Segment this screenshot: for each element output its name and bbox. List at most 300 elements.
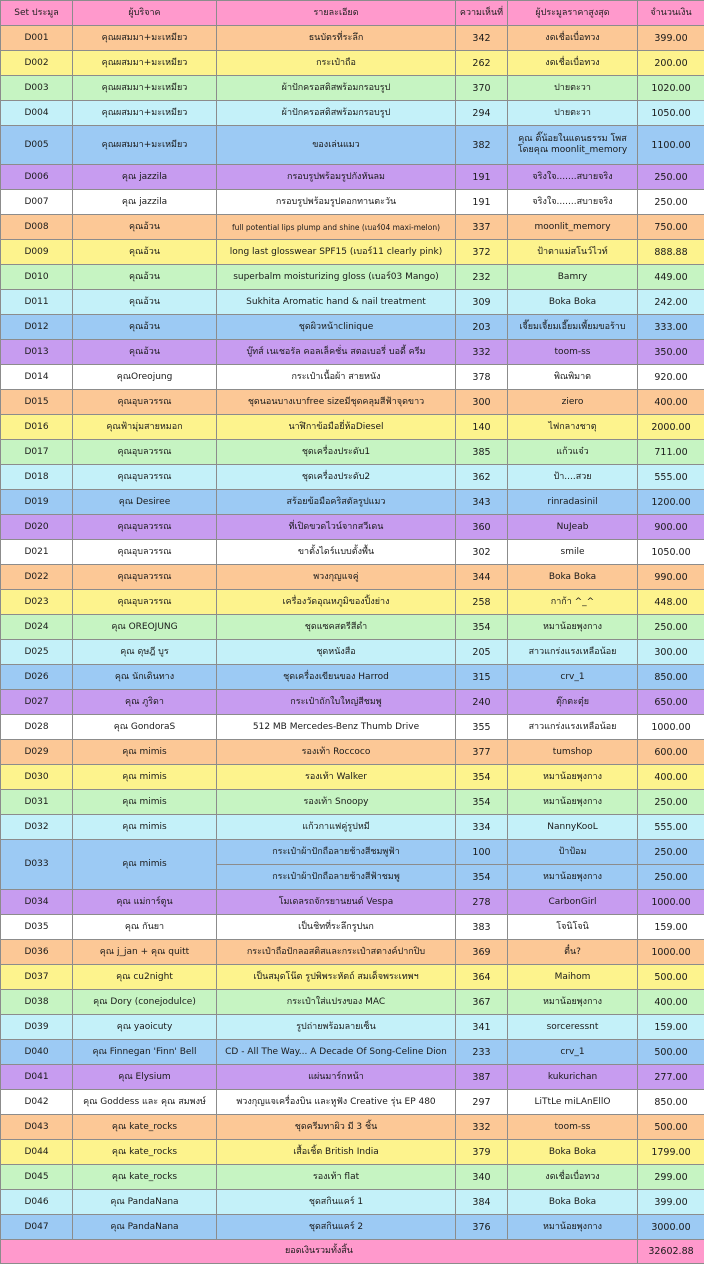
- detail: โมเดลรถจักรยานยนต์ Vespa: [217, 890, 456, 915]
- top-bidder: moonlit_memory: [508, 215, 638, 240]
- table-row: [1, 215, 704, 240]
- set-id: D034: [1, 890, 73, 915]
- comment-no: 342: [456, 26, 508, 51]
- set-id: D038: [1, 990, 73, 1015]
- table-row: [1, 765, 704, 790]
- amount: 299.00: [638, 1165, 704, 1190]
- comment-no: 278: [456, 890, 508, 915]
- top-bidder: จริงใจ.......สบายจริง: [508, 190, 638, 215]
- donor: คุณ kate_rocks: [73, 1115, 217, 1140]
- detail: ที่เปิดขวดไวน์จากสวีเดน: [217, 515, 456, 540]
- top-bidder: โจนิโจนิ: [508, 915, 638, 940]
- amount: 1000.00: [638, 890, 704, 915]
- table-row: [1, 126, 704, 165]
- comment-no: 376: [456, 1215, 508, 1240]
- table-row: [1, 415, 704, 440]
- top-bidder: งดเชื่อเบื่อทวง: [508, 51, 638, 76]
- set-id: D011: [1, 290, 73, 315]
- donor: คุณ jazzila: [73, 190, 217, 215]
- set-id: D015: [1, 390, 73, 415]
- top-bidder: ตุ๊กตะตุ๋ย: [508, 690, 638, 715]
- donor: คุณอ้วน: [73, 215, 217, 240]
- total-label: ยอดเงินรวมทั้งสิ้น: [1, 1240, 638, 1264]
- amount: 159.00: [638, 915, 704, 940]
- amount: 600.00: [638, 740, 704, 765]
- table-row: [1, 390, 704, 415]
- top-bidder: งดเชื่อเบื่อทวง: [508, 26, 638, 51]
- comment-no: 382: [456, 126, 508, 165]
- donor: คุณอุบลวรรณ: [73, 465, 217, 490]
- donor: คุณ j_jan + คุณ quitt: [73, 940, 217, 965]
- amount: 555.00: [638, 815, 704, 840]
- table-row: [1, 365, 704, 390]
- donor: คุณ kate_rocks: [73, 1140, 217, 1165]
- set-id: D018: [1, 465, 73, 490]
- comment-no: 383: [456, 915, 508, 940]
- detail: เป็นสมุดโน๊ต รูปพิพระหัตถ์ สมเด็จพระเทพฯ: [217, 965, 456, 990]
- top-bidder: แก้วแจ๋ว: [508, 440, 638, 465]
- set-id: D031: [1, 790, 73, 815]
- table-row: [1, 740, 704, 765]
- amount: 711.00: [638, 440, 704, 465]
- donor: คุณ mimis: [73, 765, 217, 790]
- set-id: D004: [1, 101, 73, 126]
- amount: 2000.00: [638, 415, 704, 440]
- donor: คุณ Finnegan 'Finn' Bell: [73, 1040, 217, 1065]
- top-bidder: คุณ ติ๊น้อยในแดนธรรม โพส โดยคุณ moonlit_memory: [508, 126, 638, 165]
- table-row: [1, 590, 704, 615]
- comment-no: 334: [456, 815, 508, 840]
- top-bidder: เจี๊ยมเจี้ยมเอี๊ยมเพี้ยมขอร้าบ: [508, 315, 638, 340]
- comment-no: 297: [456, 1090, 508, 1115]
- top-bidder: CarbonGirl: [508, 890, 638, 915]
- comment-no: 258: [456, 590, 508, 615]
- set-id: D022: [1, 565, 73, 590]
- set-id: D040: [1, 1040, 73, 1065]
- detail: เสื้อเชิ้ต British India: [217, 1140, 456, 1165]
- table-row: [1, 515, 704, 540]
- detail: รองเท้า Walker: [217, 765, 456, 790]
- comment-no: 341: [456, 1015, 508, 1040]
- table-row: [1, 990, 704, 1015]
- amount: 200.00: [638, 51, 704, 76]
- donor: คุณ นักเดินทาง: [73, 665, 217, 690]
- top-bidder: หมาน้อยพุงกาง: [508, 1215, 638, 1240]
- comment-no: 340: [456, 1165, 508, 1190]
- amount: 555.00: [638, 465, 704, 490]
- table-row: [1, 965, 704, 990]
- top-bidder: หมาน้อยพุงกาง: [508, 990, 638, 1015]
- set-id: D016: [1, 415, 73, 440]
- comment-no: 370: [456, 76, 508, 101]
- donor: คุณ mimis: [73, 815, 217, 840]
- comment-no: 384: [456, 1190, 508, 1215]
- top-bidder: Boka Boka: [508, 1140, 638, 1165]
- amount: 1050.00: [638, 101, 704, 126]
- amount: 399.00: [638, 26, 704, 51]
- donor: คุณ GondoraS: [73, 715, 217, 740]
- amount: 300.00: [638, 640, 704, 665]
- amount: 250.00: [638, 865, 704, 890]
- comment-no: 332: [456, 1115, 508, 1140]
- detail: กระเป๋าผ้าปักถือลายช้างสีฟ้าชมพู: [217, 865, 456, 890]
- detail: พวงกุญแจเครื่องบิน และหูฟัง Creative รุ่น EP 480: [217, 1090, 456, 1115]
- top-bidder: ไฟกลางชาตุ: [508, 415, 638, 440]
- detail: นาฬิกาข้อมือยี่ห้อDiesel: [217, 415, 456, 440]
- donor: คุณอุบลวรรณ: [73, 590, 217, 615]
- detail: กระเป๋าถือ: [217, 51, 456, 76]
- detail: ธนบัตรที่ระลึก: [217, 26, 456, 51]
- table-row: [1, 715, 704, 740]
- comment-no: 233: [456, 1040, 508, 1065]
- table-row: [1, 1165, 704, 1190]
- table-row: [1, 76, 704, 101]
- set-id: D039: [1, 1015, 73, 1040]
- top-bidder: Boka Boka: [508, 290, 638, 315]
- set-id: D006: [1, 165, 73, 190]
- table-row: [1, 940, 704, 965]
- detail: ขาตั้งไดร์แบบตั้งพื้น: [217, 540, 456, 565]
- amount: 920.00: [638, 365, 704, 390]
- detail: ชุดสกินแคร์ 2: [217, 1215, 456, 1240]
- top-bidder: tumshop: [508, 740, 638, 765]
- amount: 449.00: [638, 265, 704, 290]
- comment-no: 240: [456, 690, 508, 715]
- donor: คุณอ้วน: [73, 265, 217, 290]
- set-id: D003: [1, 76, 73, 101]
- comment-no: 205: [456, 640, 508, 665]
- donor: คุณ ภูริดา: [73, 690, 217, 715]
- top-bidder: จริงใจ.......สบายจริง: [508, 165, 638, 190]
- detail: Sukhita Aromatic hand & nail treatment: [217, 290, 456, 315]
- donor: คุณผสมมา+มะเหมียว: [73, 126, 217, 165]
- header-bidder: ผู้ประมูลราคาสูงสุด: [508, 1, 638, 26]
- comment-no: 354: [456, 865, 508, 890]
- set-id: D035: [1, 915, 73, 940]
- set-id: D002: [1, 51, 73, 76]
- detail: รองเท้า flat: [217, 1165, 456, 1190]
- table-row: [1, 240, 704, 265]
- amount: 650.00: [638, 690, 704, 715]
- donor: คุณ ดุษฎี บูร: [73, 640, 217, 665]
- comment-no: 354: [456, 790, 508, 815]
- detail: ชุดหนังสือ: [217, 640, 456, 665]
- set-id: D013: [1, 340, 73, 365]
- amount: 159.00: [638, 1015, 704, 1040]
- set-id: D037: [1, 965, 73, 990]
- detail: superbalm moisturizing gloss (เบอร์03 Mango): [217, 265, 456, 290]
- donor: คุณ jazzila: [73, 165, 217, 190]
- top-bidder: หมาน้อยพุงกาง: [508, 865, 638, 890]
- comment-no: 140: [456, 415, 508, 440]
- top-bidder: ปายตะวา: [508, 76, 638, 101]
- detail: กระเป๋าถือปักลอสติสและกระเป๋าสตางค์ปากปิบ: [217, 940, 456, 965]
- comment-no: 343: [456, 490, 508, 515]
- set-id: D043: [1, 1115, 73, 1140]
- amount: 500.00: [638, 1040, 704, 1065]
- amount: 333.00: [638, 315, 704, 340]
- amount: 1050.00: [638, 540, 704, 565]
- comment-no: 355: [456, 715, 508, 740]
- donor: คุณ mimis: [73, 790, 217, 815]
- comment-no: 300: [456, 390, 508, 415]
- table-row: [1, 890, 704, 915]
- comment-no: 203: [456, 315, 508, 340]
- amount: 1020.00: [638, 76, 704, 101]
- donor: คุณ กันยา: [73, 915, 217, 940]
- set-id: D007: [1, 190, 73, 215]
- amount: 399.00: [638, 1190, 704, 1215]
- detail: รองเท้า Snoopy: [217, 790, 456, 815]
- set-id: D026: [1, 665, 73, 690]
- donor: คุณ mimis: [73, 740, 217, 765]
- top-bidder: สาวแกร่งแรงเหลือน้อย: [508, 640, 638, 665]
- set-id: D030: [1, 765, 73, 790]
- top-bidder: LiTtLe miLAnEllO: [508, 1090, 638, 1115]
- total-amount: 32602.88: [638, 1240, 704, 1264]
- set-id: D032: [1, 815, 73, 840]
- comment-no: 367: [456, 990, 508, 1015]
- set-id: D025: [1, 640, 73, 665]
- top-bidder: toom-ss: [508, 340, 638, 365]
- top-bidder: หมาน้อยพุงกาง: [508, 615, 638, 640]
- comment-no: 387: [456, 1065, 508, 1090]
- comment-no: 302: [456, 540, 508, 565]
- table-row: [1, 1140, 704, 1165]
- donor: คุณผสมมา+มะเหมียว: [73, 51, 217, 76]
- set-id: D020: [1, 515, 73, 540]
- comment-no: 332: [456, 340, 508, 365]
- top-bidder: ตื๋น?: [508, 940, 638, 965]
- amount: 250.00: [638, 840, 704, 865]
- detail: ชุดสกินแคร์ 1: [217, 1190, 456, 1215]
- top-bidder: rinradasinil: [508, 490, 638, 515]
- table-row: [1, 165, 704, 190]
- set-id: D010: [1, 265, 73, 290]
- table-row: [1, 1190, 704, 1215]
- set-id: D008: [1, 215, 73, 240]
- set-id: D001: [1, 26, 73, 51]
- table-row: [1, 440, 704, 465]
- comment-no: 364: [456, 965, 508, 990]
- set-id: D019: [1, 490, 73, 515]
- detail: พวงกุญแจคู่: [217, 565, 456, 590]
- detail: บู๊ทส์ เนเชอรัล คอลเล็คชั่น สตอเบอรี่ บอดี้ ครีม: [217, 340, 456, 365]
- detail: ของเล่นแมว: [217, 126, 456, 165]
- set-id: D005: [1, 126, 73, 165]
- table-row: [1, 615, 704, 640]
- amount: 242.00: [638, 290, 704, 315]
- donor: คุณ kate_rocks: [73, 1165, 217, 1190]
- amount: 400.00: [638, 390, 704, 415]
- table-body: [1, 26, 704, 1240]
- comment-no: 377: [456, 740, 508, 765]
- donor: คุณ Dory (conejodulce): [73, 990, 217, 1015]
- table-row: [1, 290, 704, 315]
- detail: กระเป๋าถักใบใหญ่สีชมพู: [217, 690, 456, 715]
- table-row: [1, 1015, 704, 1040]
- table-row: [1, 340, 704, 365]
- table-row: [1, 690, 704, 715]
- amount: 900.00: [638, 515, 704, 540]
- donor: คุณ Goddess และ คุณ สมพงษ์: [73, 1090, 217, 1115]
- top-bidder: ปายตะวา: [508, 101, 638, 126]
- top-bidder: toom-ss: [508, 1115, 638, 1140]
- donor: คุณ Elysium: [73, 1065, 217, 1090]
- detail: CD - All The Way... A Decade Of Song-Celine Dion: [217, 1040, 456, 1065]
- detail: ชุดนอนบางเบาfree sizeมีชุดคลุมสีฟ้าจุดขาว: [217, 390, 456, 415]
- detail: ชุดครีมทาผิว มี 3 ชิ้น: [217, 1115, 456, 1140]
- header-donor: ผู้บริจาค: [73, 1, 217, 26]
- top-bidder: kukurichan: [508, 1065, 638, 1090]
- set-id: D041: [1, 1065, 73, 1090]
- comment-no: 378: [456, 365, 508, 390]
- donor: คุณอ้วน: [73, 240, 217, 265]
- donor: คุณอ้วน: [73, 315, 217, 340]
- table-row: [1, 315, 704, 340]
- set-id: D045: [1, 1165, 73, 1190]
- table-row: [1, 915, 704, 940]
- amount: 350.00: [638, 340, 704, 365]
- donor: คุณ PandaNana: [73, 1215, 217, 1240]
- table-row: [1, 101, 704, 126]
- donor: คุณอุบลวรรณ: [73, 515, 217, 540]
- set-id: D024: [1, 615, 73, 640]
- table-row: [1, 815, 704, 840]
- detail: ชุดแซคสตรีสีดำ: [217, 615, 456, 640]
- comment-no: 354: [456, 765, 508, 790]
- donor: คุณ Desiree: [73, 490, 217, 515]
- table-row: [1, 26, 704, 51]
- table-row: [1, 1090, 704, 1115]
- amount: 1200.00: [638, 490, 704, 515]
- table-row: [1, 1040, 704, 1065]
- comment-no: 100: [456, 840, 508, 865]
- donor: คุณอุบลวรรณ: [73, 390, 217, 415]
- header-comment: ความเห็นที่: [456, 1, 508, 26]
- donor: คุณ mimis: [73, 840, 217, 890]
- comment-no: 191: [456, 165, 508, 190]
- amount: 250.00: [638, 190, 704, 215]
- set-id: D029: [1, 740, 73, 765]
- comment-no: 369: [456, 940, 508, 965]
- table-row: [1, 51, 704, 76]
- detail: ชุดผิวหน้าclinique: [217, 315, 456, 340]
- comment-no: 385: [456, 440, 508, 465]
- set-id: D028: [1, 715, 73, 740]
- donor: คุณผสมมา+มะเหมียว: [73, 101, 217, 126]
- amount: 1000.00: [638, 940, 704, 965]
- donor: คุณอ้วน: [73, 290, 217, 315]
- table-row: [1, 565, 704, 590]
- detail: เครื่องวัดอุณหภูมิของปิ้งย่าง: [217, 590, 456, 615]
- amount: 250.00: [638, 790, 704, 815]
- donor: คุณฟ้ามุ่มสายหมอก: [73, 415, 217, 440]
- amount: 400.00: [638, 990, 704, 1015]
- detail: แผ่นมาร์กหน้า: [217, 1065, 456, 1090]
- detail: กรอบรูปพร้อมรูปดอกทานตะวัน: [217, 190, 456, 215]
- top-bidder: Maihom: [508, 965, 638, 990]
- detail: สร้อยข้อมือคริสตัลรูปแมว: [217, 490, 456, 515]
- comment-no: 362: [456, 465, 508, 490]
- amount: 1100.00: [638, 126, 704, 165]
- amount: 990.00: [638, 565, 704, 590]
- donor: คุณอ้วน: [73, 340, 217, 365]
- amount: 448.00: [638, 590, 704, 615]
- set-id: D046: [1, 1190, 73, 1215]
- detail: กระเป๋าใส่แปรงของ MAC: [217, 990, 456, 1015]
- amount: 850.00: [638, 1090, 704, 1115]
- table-row: [1, 540, 704, 565]
- table-row: [1, 490, 704, 515]
- set-id: D047: [1, 1215, 73, 1240]
- set-id: D009: [1, 240, 73, 265]
- comment-no: 309: [456, 290, 508, 315]
- donor: คุณ OREOJUNG: [73, 615, 217, 640]
- detail: full potential lips plump and shine (เบอร์04 maxi-melon): [217, 215, 456, 240]
- amount: 500.00: [638, 1115, 704, 1140]
- amount: 1799.00: [638, 1140, 704, 1165]
- detail: ชุดเครื่องประดับ2: [217, 465, 456, 490]
- table-row: [1, 1115, 704, 1140]
- top-bidder: งดเชื่อเบื่อทวง: [508, 1165, 638, 1190]
- comment-no: 360: [456, 515, 508, 540]
- detail: กระเป๋าผ้าปักถือลายช้างสีชมพูฟ้า: [217, 840, 456, 865]
- top-bidder: ป้าป้อม: [508, 840, 638, 865]
- comment-no: 294: [456, 101, 508, 126]
- top-bidder: Boka Boka: [508, 1190, 638, 1215]
- top-bidder: crv_1: [508, 1040, 638, 1065]
- table-row: [1, 790, 704, 815]
- comment-no: 344: [456, 565, 508, 590]
- detail: กรอบรูปพร้อมรูปกังหันลม: [217, 165, 456, 190]
- amount: 750.00: [638, 215, 704, 240]
- donor: คุณOreojung: [73, 365, 217, 390]
- table-row: [1, 640, 704, 665]
- comment-no: 232: [456, 265, 508, 290]
- detail: กระเป๋าเนื้อผ้า สายหนัง: [217, 365, 456, 390]
- header-row: [1, 1, 704, 26]
- top-bidder: NannyKooL: [508, 815, 638, 840]
- donor: คุณ yaoicuty: [73, 1015, 217, 1040]
- set-id: D014: [1, 365, 73, 390]
- table-row: [1, 665, 704, 690]
- top-bidder: Boka Boka: [508, 565, 638, 590]
- top-bidder: ป้า....สวย: [508, 465, 638, 490]
- table-row: [1, 840, 704, 865]
- comment-no: 354: [456, 615, 508, 640]
- amount: 500.00: [638, 965, 704, 990]
- set-id: D017: [1, 440, 73, 465]
- table-row: [1, 1065, 704, 1090]
- amount: 250.00: [638, 165, 704, 190]
- top-bidder: NuJeab: [508, 515, 638, 540]
- amount: 250.00: [638, 615, 704, 640]
- set-id: D033: [1, 840, 73, 890]
- comment-no: 337: [456, 215, 508, 240]
- set-id: D023: [1, 590, 73, 615]
- set-id: D012: [1, 315, 73, 340]
- amount: 400.00: [638, 765, 704, 790]
- detail: ผ้าปักครอสติสพร้อมกรอบรูป: [217, 101, 456, 126]
- detail: รูปถ่ายพร้อมลายเซ็น: [217, 1015, 456, 1040]
- table-row: [1, 1215, 704, 1240]
- comment-no: 191: [456, 190, 508, 215]
- top-bidder: พิณพิมาต: [508, 365, 638, 390]
- donor: คุณอุบลวรรณ: [73, 565, 217, 590]
- table-row: [1, 265, 704, 290]
- top-bidder: กาก้า ^_^: [508, 590, 638, 615]
